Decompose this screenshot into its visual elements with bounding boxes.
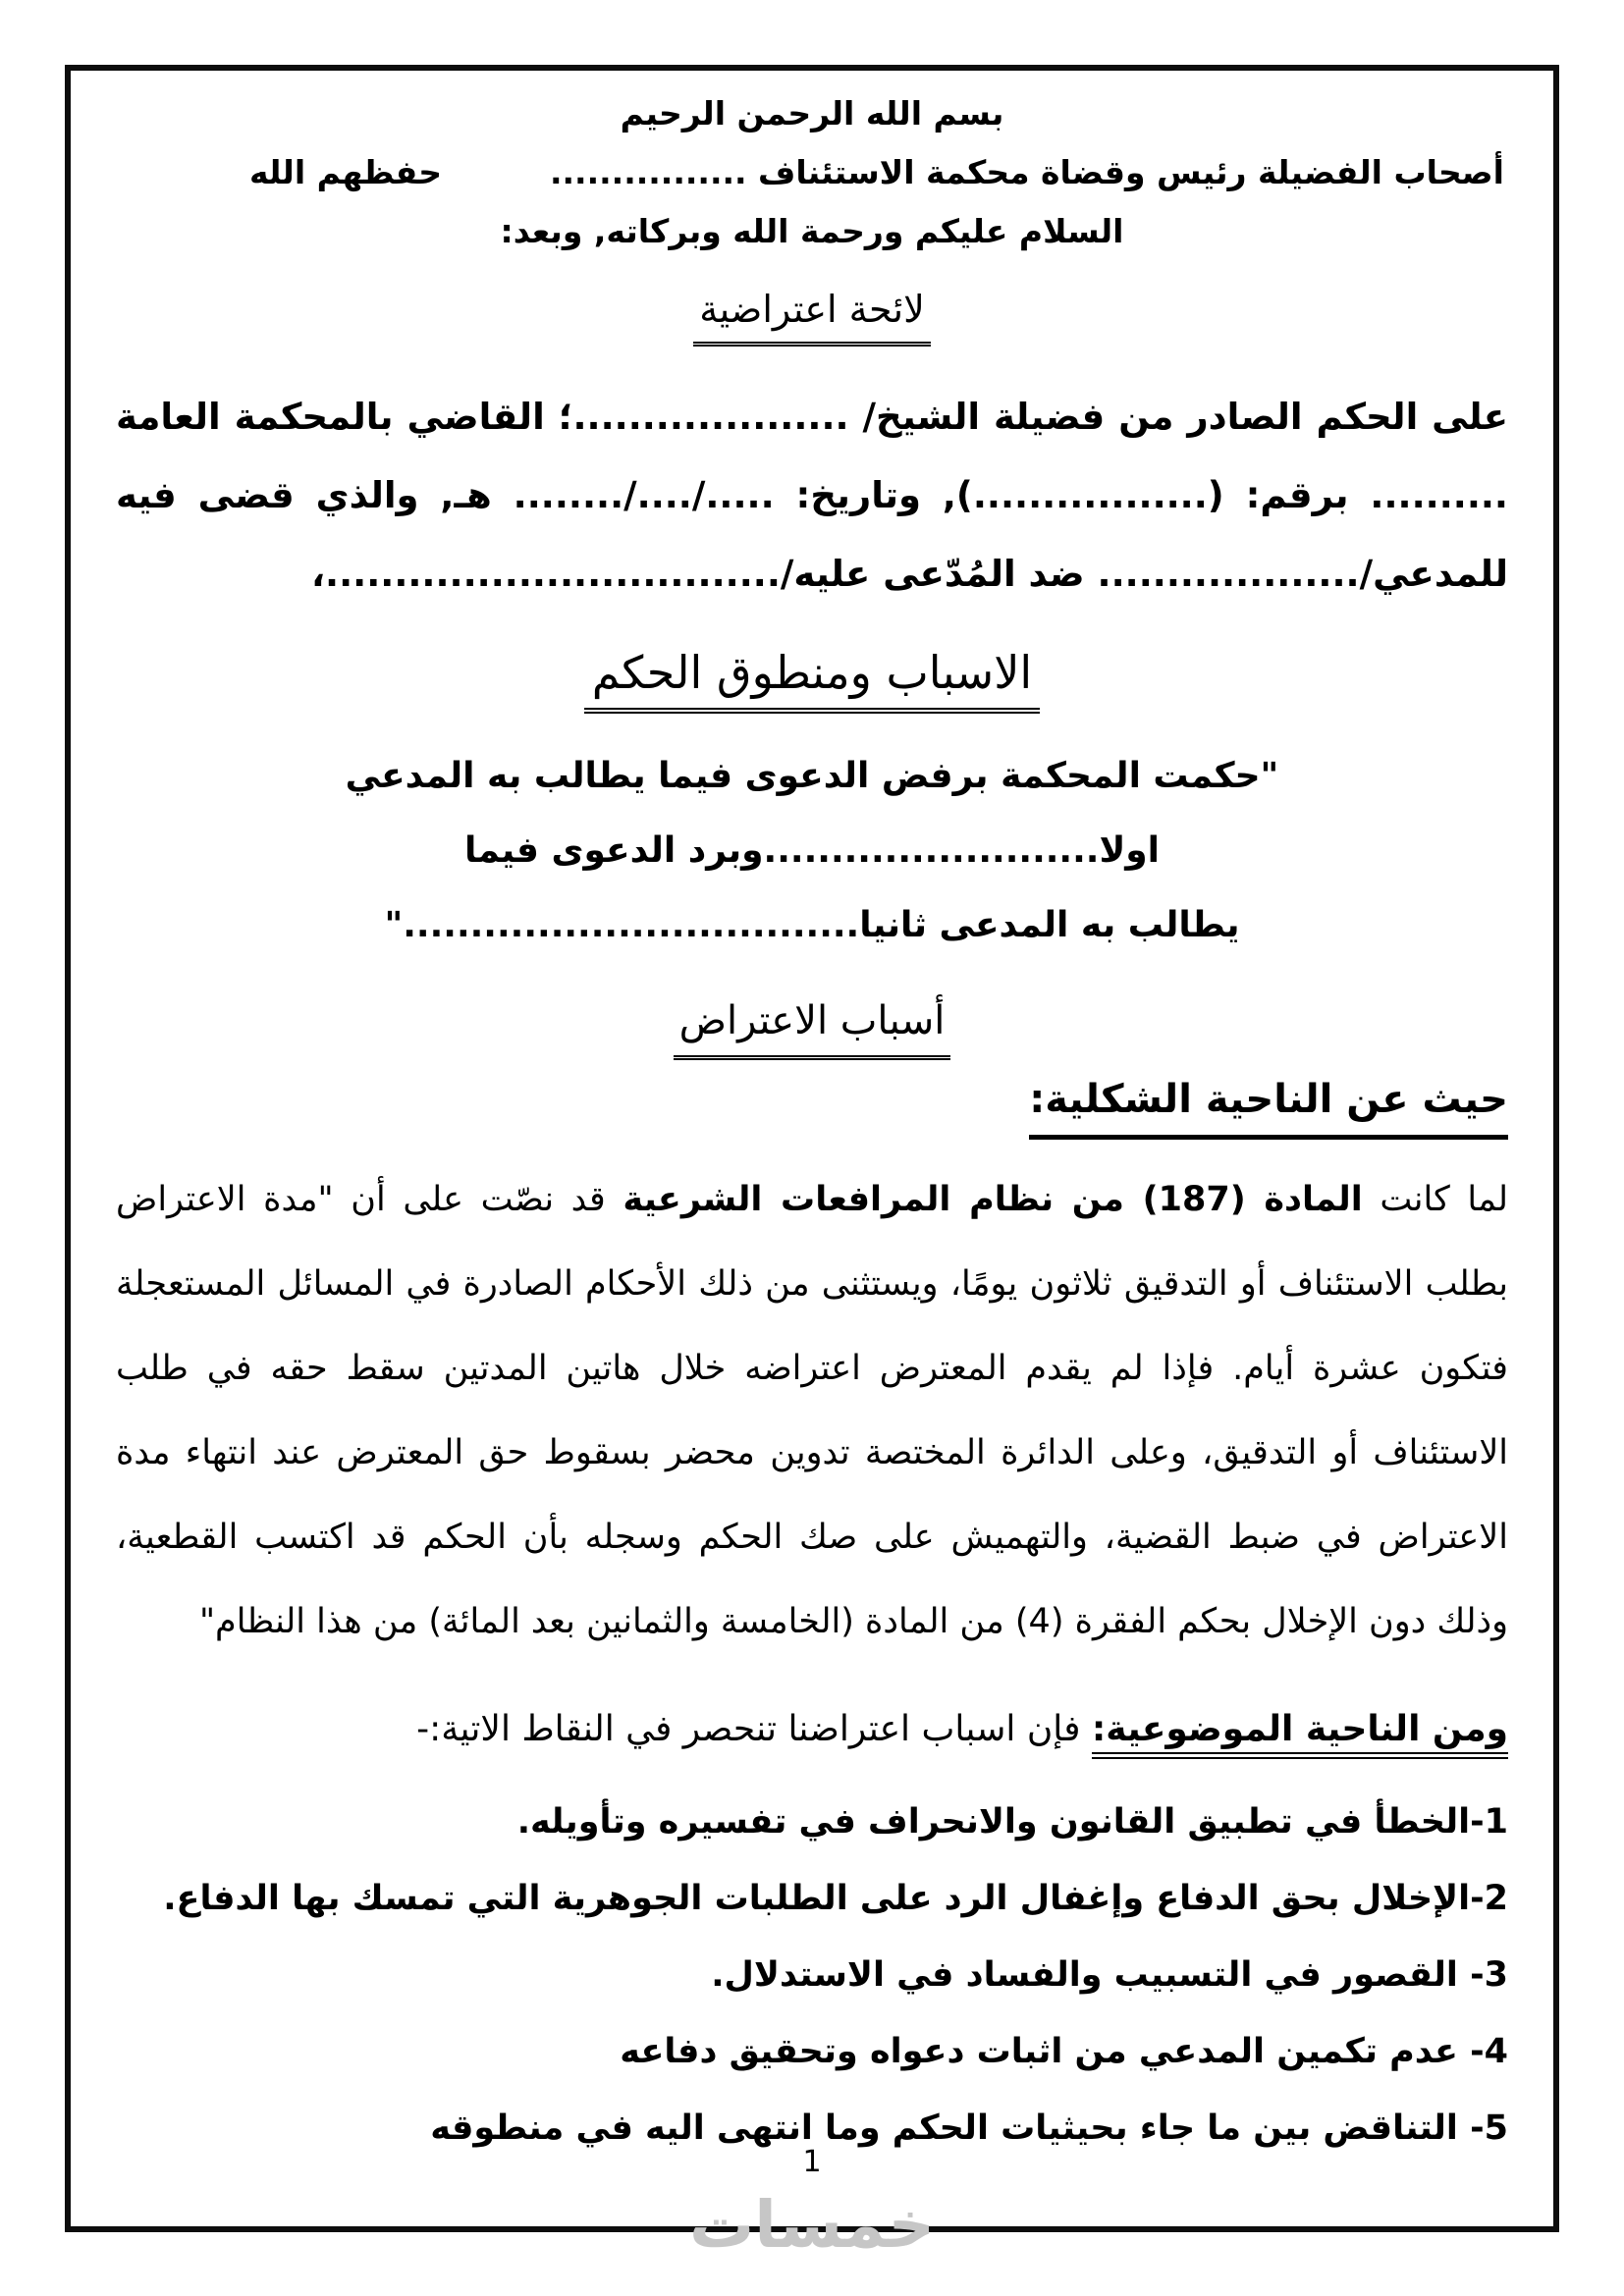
substantive-aspect-line — [116, 1697, 1508, 1762]
objection-points-list — [116, 1784, 1508, 2166]
addressee-suffix: حفظهم الله — [248, 153, 442, 191]
objection-point-4: 4- عدم تكمين المدعي من اثبات دعواه وتحقيق دفاعه — [620, 2032, 1508, 2071]
basmala-line: بسم الله الرحمن الرحيم — [620, 94, 1004, 133]
grounds-section-heading-text: أسباب الاعتراض — [674, 992, 951, 1060]
objection-point-2: 2-الإخلال بحق الدفاع وإغفال الرد على الطلبات الجوهرية التي تمسك بها الدفاع. — [163, 1879, 1508, 1918]
grounds-section-heading — [116, 992, 1508, 1060]
formal-aspect-heading — [116, 1068, 1508, 1140]
formal-para-lead: لما كانت — [1362, 1180, 1508, 1219]
objection-point-3: 3- القصور في التسبيب والفساد في الاستدلال. — [711, 1955, 1508, 1995]
judgment-section-heading — [116, 641, 1508, 714]
formal-para-article-ref: المادة (187) من نظام المرافعات الشرعية — [623, 1180, 1363, 1219]
substantive-aspect-heading: ومن الناحية الموضوعية: — [1092, 1709, 1508, 1759]
document-title-text: لائحة اعتراضية — [693, 283, 931, 347]
addressee-text: أصحاب الفضيلة رئيس وقضاة محكمة الاستئناف ................ — [549, 153, 1504, 191]
document-border-frame — [65, 65, 1559, 2232]
objection-point-1: 1-الخطأ في تطبيق القانون والانحراف في تفسيره وتأويله. — [516, 1802, 1508, 1842]
formal-aspect-heading-text: حيث عن الناحية الشكلية: — [1029, 1068, 1508, 1140]
document-title — [116, 283, 1508, 347]
judgment-section-heading-text: الاسباب ومنطوق الحكم — [584, 641, 1040, 714]
formal-para-rest: قد نصّت على أن "مدة الاعتراض بطلب الاستئناف أو التدقيق ثلاثون يومًا، ويستثنى من ذلك الأحكام الصادرة في المسائل المستعجلة فتكون عشرة أيام. فإذا لم يقدم المعترض اعتراضه خلال هاتين المدتين سقط حقه في طلب الاستئناف أو التدقيق، وعلى الدائرة المختصة تدوين محضر بسقوط حق المعترض عند انتهاء مدة الاعتراض في ضبط القضية، والتهميش على صك الحكم وسجله بأن الحكم قد اكتسب القطعية، وذلك دون الإخلال بحكم الفقرة (4) من المادة (الخامسة والثمانين بعد المائة) من هذا النظام" — [116, 1180, 1508, 1641]
judgment-quote-line-1: "حكمت المحكمة برفض الدعوى فيما يطالب به المدعي اولا.........................وبرد الدعوى فيما — [345, 756, 1279, 871]
intro-paragraph: على الحكم الصادر من فضيلة الشيخ/ ....................؛ القاضي بالمحكمة العامة .......... برقم: (.................), وتاريخ: ...../..../........ هـ, والذي قضى فيه للمدعي/................... ضد المُدّعى عليه/.................................، — [116, 396, 1508, 595]
page-number: 1 — [802, 2145, 822, 2179]
substantive-aspect-lead: فإن اسباب اعتراضنا تنحصر في النقاط الاتية:- — [416, 1709, 1092, 1749]
salutation-line: السلام عليكم ورحمة الله وبركاته, وبعد: — [500, 212, 1124, 250]
objection-point-5: 5- التناقض بين ما جاء بحيثيات الحكم وما انتهى اليه في منطوقه — [430, 2109, 1508, 2148]
judgment-quote-line-2: يطالب به المدعى ثانيا.................................." — [384, 905, 1240, 945]
addressee-line — [116, 143, 1508, 202]
khamsat-watermark: خمسات — [688, 2187, 936, 2263]
formal-aspect-paragraph — [116, 1157, 1508, 1664]
judgment-quote — [116, 739, 1508, 963]
